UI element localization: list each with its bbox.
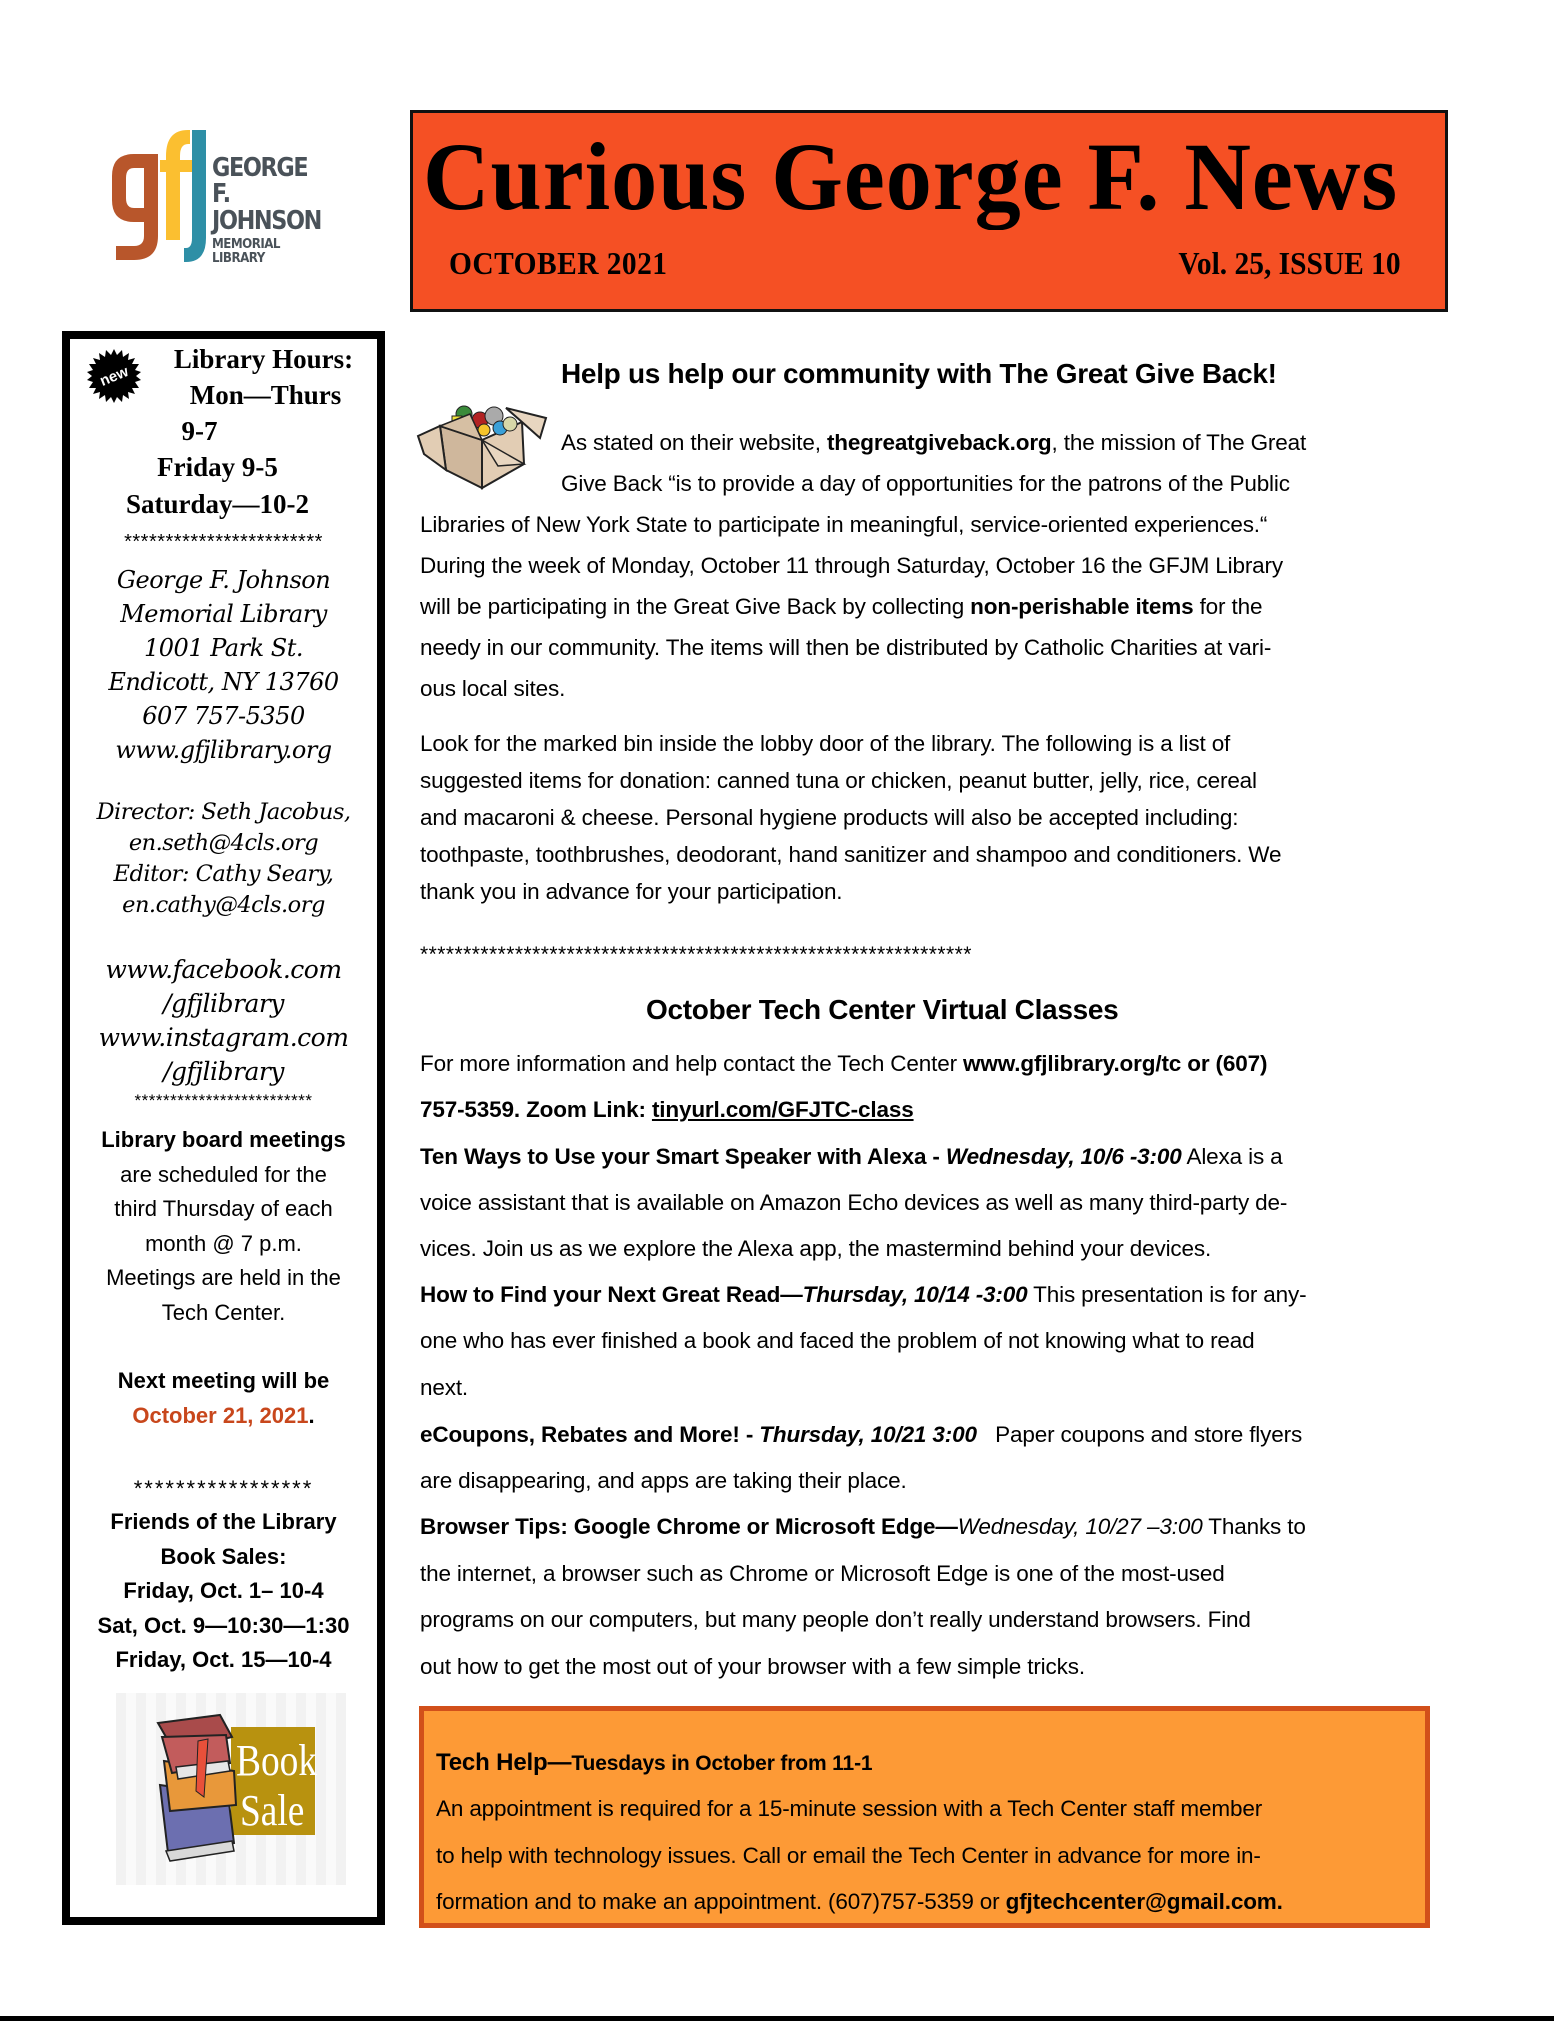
logo-line-3: MEMORIAL LIBRARY: [212, 236, 280, 266]
instagram-link-path[interactable]: /gfjlibrary: [163, 1057, 284, 1086]
class-title: eCoupons, Rebates and More! -: [420, 1422, 760, 1447]
class-title: Browser Tips: Google Chrome or Microsoft Edge—: [420, 1514, 958, 1539]
book-sale-date: Friday, Oct. 1– 10-4: [123, 1578, 324, 1603]
divider: *****************: [133, 1476, 314, 1501]
class-description: the internet, a browser such as Chrome or Microsoft Edge is one of the most-used: [420, 1561, 1225, 1586]
article-line: During the week of Monday, October 11 through Saturday, October 16 the GFJM Library: [420, 553, 1283, 578]
hours-line: Mon—Thurs: [189, 380, 342, 410]
divider: ************************: [124, 531, 323, 553]
tech-help-line: to help with technology issues. Call or email the Tech Center in advance for more in-: [436, 1843, 1261, 1868]
book-sale-label-1: Book: [236, 1736, 318, 1785]
article-line: will be participating in the Great Give Back by collecting non-perishable items for the: [420, 594, 1263, 619]
facebook-link[interactable]: www.facebook.com: [105, 955, 342, 984]
tech-intro-line: 757-5359. Zoom Link: tinyurl.com/GFJTC-class: [420, 1097, 914, 1122]
class-description: programs on our computers, but many people don’t really understand browsers. Find: [420, 1607, 1251, 1632]
social-block: [70, 953, 377, 1089]
book-sale-date: Sat, Oct. 9—10:30—1:30: [97, 1612, 350, 1638]
editor: Editor: Cathy Seary,: [113, 861, 334, 887]
tech-help-box: [419, 1706, 1430, 1928]
board-line: month @ 7 p.m.: [145, 1230, 302, 1256]
address-line: George F. Johnson: [116, 566, 331, 594]
hours-line: Friday 9-5: [157, 452, 278, 482]
book-sales-title: Friends of the Library: [110, 1509, 337, 1534]
class-description: out how to get the most out of your browser with a few simple tricks.: [420, 1654, 1085, 1679]
tech-help-heading: Tech Help—Tuesdays in October from 11-1: [436, 1749, 873, 1776]
address-block: [70, 563, 377, 767]
book-sales-subtitle: Book Sales:: [160, 1543, 287, 1569]
gfj-logo-mark-icon: [108, 118, 212, 268]
board-line: are scheduled for the: [120, 1161, 327, 1187]
issue-date: OCTOBER 2021: [449, 245, 668, 281]
next-meeting: October 21, 2021.: [132, 1402, 315, 1428]
article-line: Give Back “is to provide a day of opportunities for the patrons of the Public: [561, 471, 1290, 496]
editor-email[interactable]: en.cathy@4cls.org: [122, 892, 325, 918]
book-stack-icon: [116, 1693, 346, 1885]
phone: 607 757-5350: [142, 702, 305, 730]
staff-block: [70, 797, 377, 921]
board-line: third Thursday of each: [114, 1196, 333, 1221]
article-line: needy in our community. The items will then be distributed by Catholic Charities at vari-: [420, 635, 1272, 660]
logo-line-1: GEORGE F.: [212, 153, 308, 209]
instagram-link[interactable]: www.instagram.com: [98, 1023, 349, 1052]
library-logo: [108, 118, 348, 268]
class-when: Thursday, 10/14 -3:00: [802, 1282, 1028, 1307]
logo-line-2: JOHNSON: [212, 206, 321, 236]
hours-title: Library Hours:: [173, 344, 354, 374]
newsletter-title: Curious George F. News: [423, 123, 1399, 230]
tech-classes-headline: October Tech Center Virtual Classes: [646, 994, 1119, 1025]
article-line: and macaroni & cheese. Personal hygiene products will also be accepted including:: [420, 805, 1239, 830]
divider: *************************: [134, 1091, 313, 1110]
class-when: Wednesday, 10/6 -3:00: [945, 1144, 1182, 1169]
board-title: Library board meetings: [101, 1127, 346, 1152]
masthead: [410, 110, 1448, 312]
article-line: As stated on their website, thegreatgiveback.org, the mission of The Great: [561, 430, 1307, 455]
address-line: Memorial Library: [120, 600, 327, 628]
new-badge-label: new: [97, 363, 131, 390]
facebook-link-path[interactable]: /gfjlibrary: [163, 989, 284, 1018]
tech-help-line: formation and to make an appointment. (607)757-5359 or gfjtechcenter@gmail.com.: [436, 1889, 1283, 1914]
class-description: voice assistant that is available on Amazon Echo devices as well as many third-party de-: [420, 1190, 1288, 1215]
class-description: are disappearing, and apps are taking their place.: [420, 1468, 907, 1493]
sidebar: [62, 331, 385, 1925]
class-description: vices. Join us as we explore the Alexa app, the mastermind behind your devices.: [420, 1236, 1212, 1261]
article-line: suggested items for donation: canned tuna or chicken, peanut butter, jelly, rice, cereal: [420, 768, 1257, 793]
website-link[interactable]: www.gfjlibrary.org: [115, 736, 332, 764]
article-line: ous local sites.: [420, 676, 566, 701]
address-line: 1001 Park St.: [144, 634, 303, 662]
tech-center-contact: www.gfjlibrary.org/tc or (607): [963, 1051, 1268, 1076]
tech-center-email[interactable]: gfjtechcenter@gmail.com.: [1005, 1889, 1283, 1914]
article-headline: Help us help our community with The Great Give Back!: [561, 358, 1277, 389]
hours-line: 9-7: [181, 416, 218, 446]
hours-line: Saturday—10-2: [125, 489, 309, 519]
tech-help-line: An appointment is required for a 15-minute session with a Tech Center staff member: [436, 1796, 1263, 1821]
article-line: thank you in advance for your participation.: [420, 879, 843, 904]
next-meeting-label: Next meeting will be: [117, 1368, 330, 1393]
board-line: Meetings are held in the: [106, 1265, 341, 1290]
class-browser-tips: Browser Tips: Google Chrome or Microsoft Edge—Wednesday, 10/27 –3:00 Thanks to: [420, 1514, 1306, 1539]
book-sale-image: [116, 1693, 346, 1885]
class-alexa: Ten Ways to Use your Smart Speaker with Alexa - Wednesday, 10/6 -3:00 Alexa is a: [420, 1144, 1283, 1169]
director: Director: Seth Jacobus,: [96, 799, 351, 825]
class-description: next.: [420, 1375, 469, 1400]
class-when: Wednesday, 10/27 –3:00: [957, 1514, 1203, 1539]
class-ecoupons: eCoupons, Rebates and More! - Thursday, 10/21 3:00 Paper coupons and store flyers: [420, 1422, 1303, 1447]
class-description: one who has ever finished a book and faced the problem of not knowing what to read: [420, 1328, 1255, 1353]
class-when: Thursday, 10/21 3:00: [759, 1422, 977, 1447]
logo-wordmark: [212, 155, 348, 265]
board-line: Tech Center.: [161, 1299, 286, 1325]
book-sales: [70, 1505, 377, 1678]
director-email[interactable]: en.seth@4cls.org: [128, 830, 319, 856]
article-line: Look for the marked bin inside the lobby door of the library. The following is a list of: [420, 731, 1231, 756]
book-sale-date: Friday, Oct. 15—10-4: [115, 1647, 332, 1672]
page-bottom-rule: [0, 2016, 1554, 2021]
class-title: Ten Ways to Use your Smart Speaker with Alexa -: [420, 1144, 946, 1169]
address-line: Endicott, NY 13760: [108, 668, 339, 696]
donation-box-icon: [410, 378, 550, 490]
article-line: toothpaste, toothbrushes, deodorant, hand sanitizer and shampoo and conditioners. We: [420, 842, 1282, 867]
section-divider: ****************************************************************: [420, 943, 972, 966]
class-title: How to Find your Next Great Read—: [420, 1282, 803, 1307]
tech-intro-line: For more information and help contact the Tech Center www.gfjlibrary.org/tc or (607): [420, 1051, 1268, 1076]
website-reference: thegreatgiveback.org: [826, 430, 1052, 455]
class-great-read: How to Find your Next Great Read—Thursday, 10/14 -3:00 This presentation is for any-: [420, 1282, 1307, 1307]
zoom-link[interactable]: tinyurl.com/GFJTC-class: [651, 1097, 914, 1122]
board-meetings: [70, 1123, 377, 1433]
issue-volume: Vol. 25, ISSUE 10: [1178, 245, 1401, 281]
article-line: Libraries of New York State to participate in meaningful, service-oriented experiences.“: [420, 512, 1268, 537]
next-meeting-date: October 21, 2021: [132, 1402, 309, 1428]
book-sale-label-2: Sale: [240, 1786, 305, 1835]
